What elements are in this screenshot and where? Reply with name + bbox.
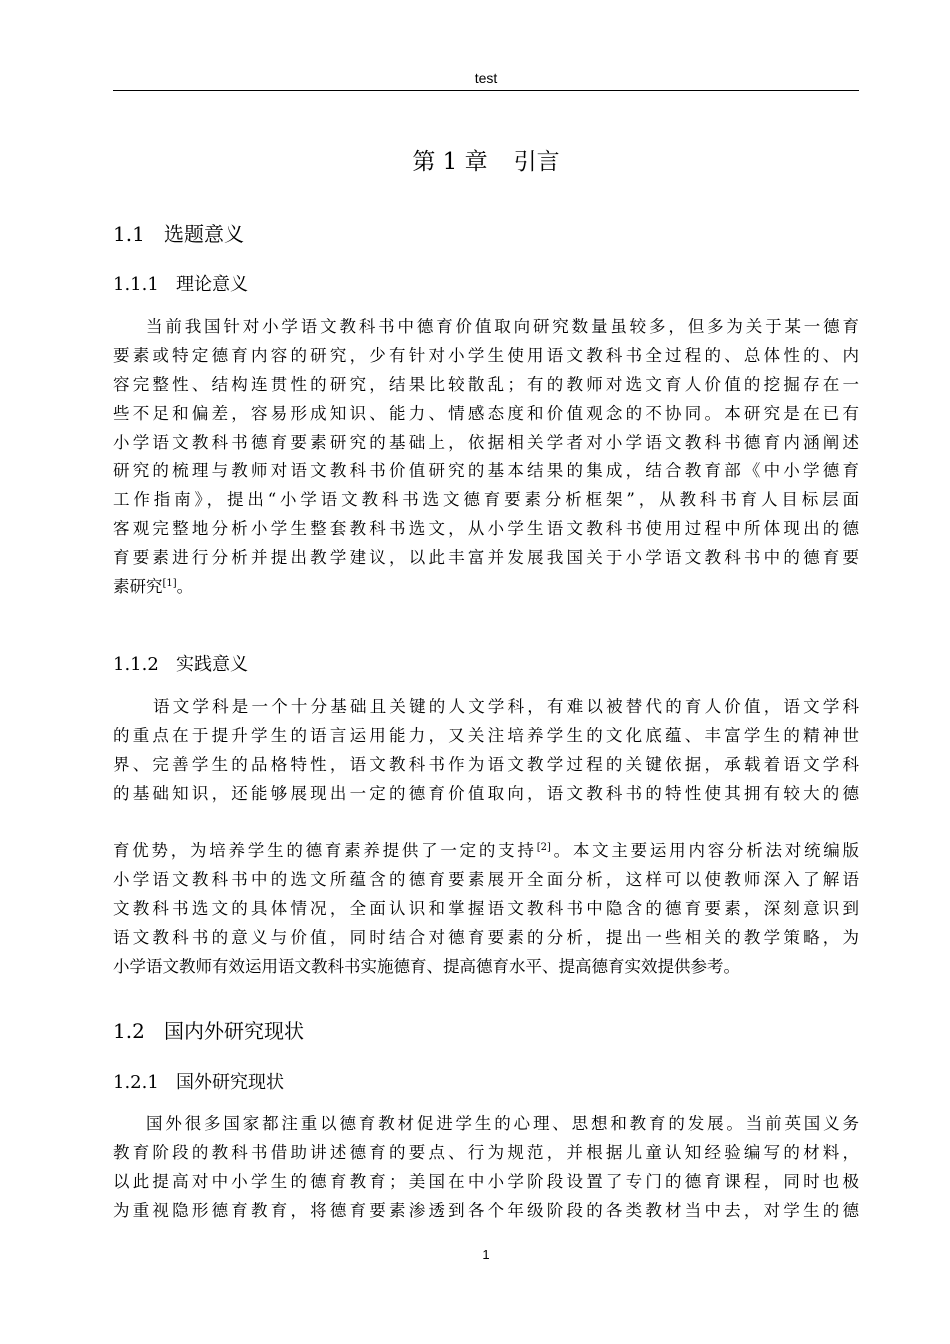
text-fragment: 素研究 (113, 577, 163, 597)
subsection-heading-1-1-2 (113, 651, 248, 679)
text-line: 当前我国针对小学语文教科书中德育价值取向研究数量虽较多，但多为关于某一德育 (146, 317, 859, 336)
paragraph-theoretical-significance (113, 313, 859, 602)
citation-ref-1[interactable]: [1] (162, 578, 177, 590)
text-line (113, 837, 859, 866)
text-line: 小学语文教科书德育要素研究的基础上，依据相关学者对小学语文教科书德育内涵阐述 (113, 432, 859, 452)
section-heading-1-2 (113, 1016, 304, 1046)
text-line: 小学语文教科书中的选文所蕴含的德育要素展开全面分析，这样可以使教师深入了解语 (113, 870, 859, 890)
subsection-title: 实践意义 (176, 654, 248, 675)
text-line (113, 573, 859, 602)
section-number: 1.2 (113, 1019, 145, 1043)
subsection-number: 1.1.1 (113, 274, 159, 295)
section-title: 国内外研究现状 (164, 1019, 304, 1043)
text-line: 语文学科是一个十分基础且关键的人文学科，有难以被替代的育人价值，语文学科 (153, 697, 859, 716)
text-line: 的重点在于提升学生的语言运用能力，又关注培养学生的文化底蕴、丰富学生的精神世 (113, 725, 859, 745)
text-line (113, 809, 859, 838)
citation-ref-2[interactable]: [2] (536, 842, 551, 854)
text-fragment: 。 (176, 577, 194, 597)
text-line: 育要素进行分析并提出教学建议，以此丰富并发展我国关于小学语文教科书中的德育要 (113, 548, 859, 568)
text-line: 的基础知识，还能够展现出一定的德育价值取向，语文教科书的特性使其拥有较大的德 (113, 783, 859, 803)
text-line: 国外很多国家都注重以德育教材促进学生的心理、思想和教育的发展。当前英国义务 (146, 1114, 859, 1133)
paragraph-foreign-research (113, 1110, 859, 1226)
text-line: 研究的梳理与教师对语文教科书价值研究的基本结果的集成，结合教育部《中小学德育 (113, 461, 859, 481)
chapter-name: 引言 (513, 149, 560, 175)
chapter-title (113, 144, 859, 180)
text-line: 以此提高对中小学生的德育教育；美国在中小学阶段设置了专门的德育课程，同时也极 (113, 1171, 859, 1191)
subsection-number: 1.1.2 (113, 654, 159, 675)
section-number: 1.1 (113, 222, 145, 246)
text-line: 客观完整地分析小学生整套教科书选文，从小学生语文教科书使用过程中所体现出的德 (113, 519, 859, 539)
text-fragment: 。本文主要运用内容分析法对统编版 (550, 841, 860, 861)
text-line: 小学语文教师有效运用语文教科书实施德育、提高德育水平、提高德育实效提供参考。 (113, 957, 740, 977)
section-heading-1-1 (113, 219, 244, 249)
subsection-heading-1-1-1 (113, 271, 248, 299)
text-line: 要素或特定德育内容的研究，少有针对小学生使用语文教科书全过程的、总体性的、内 (113, 345, 859, 365)
subsection-heading-1-2-1 (113, 1069, 284, 1097)
paragraph-practical-significance (113, 693, 859, 982)
page-header (113, 68, 859, 91)
text-line: 界、完善学生的品格特性，语文教科书作为语文教学过程的关键依据，承载着语文学科 (113, 754, 859, 774)
subsection-title: 理论意义 (176, 274, 248, 295)
text-line: 些不足和偏差，容易形成知识、能力、情感态度和价值观念的不协同。本研究是在已有 (113, 403, 859, 423)
section-title: 选题意义 (164, 222, 244, 246)
text-line: 容完整性、结构连贯性的研究，结果比较散乱；有的教师对选文育人价值的挖掘存在一 (113, 374, 859, 394)
chapter-number: 第 1 章 (412, 149, 488, 175)
text-line: 工作指南》，提出“小学语文教科书选文德育要素分析框架”，从教科书育人目标层面 (113, 490, 859, 510)
text-line: 教育阶段的教科书借助讲述德育的要点、行为规范，并根据儿童认知经验编写的材料， (113, 1142, 859, 1162)
text-fragment: 育优势，为培养学生的德育素养提供了一定的支持 (113, 841, 537, 861)
page-number: 1 (482, 1247, 490, 1262)
text-line: 为重视隐形德育教育，将德育要素渗透到各个年级阶段的各类教材当中去，对学生的德 (113, 1200, 859, 1220)
subsection-title: 国外研究现状 (176, 1072, 284, 1093)
text-line: 文教科书选文的具体情况，全面认识和掌握语文教科书中隐含的德育要素，深刻意识到 (113, 899, 859, 919)
header-text: test (474, 70, 498, 86)
subsection-number: 1.2.1 (113, 1072, 159, 1093)
text-line: 语文教科书的意义与价值，同时结合对德育要素的分析，提出一些相关的教学策略，为 (113, 928, 859, 948)
